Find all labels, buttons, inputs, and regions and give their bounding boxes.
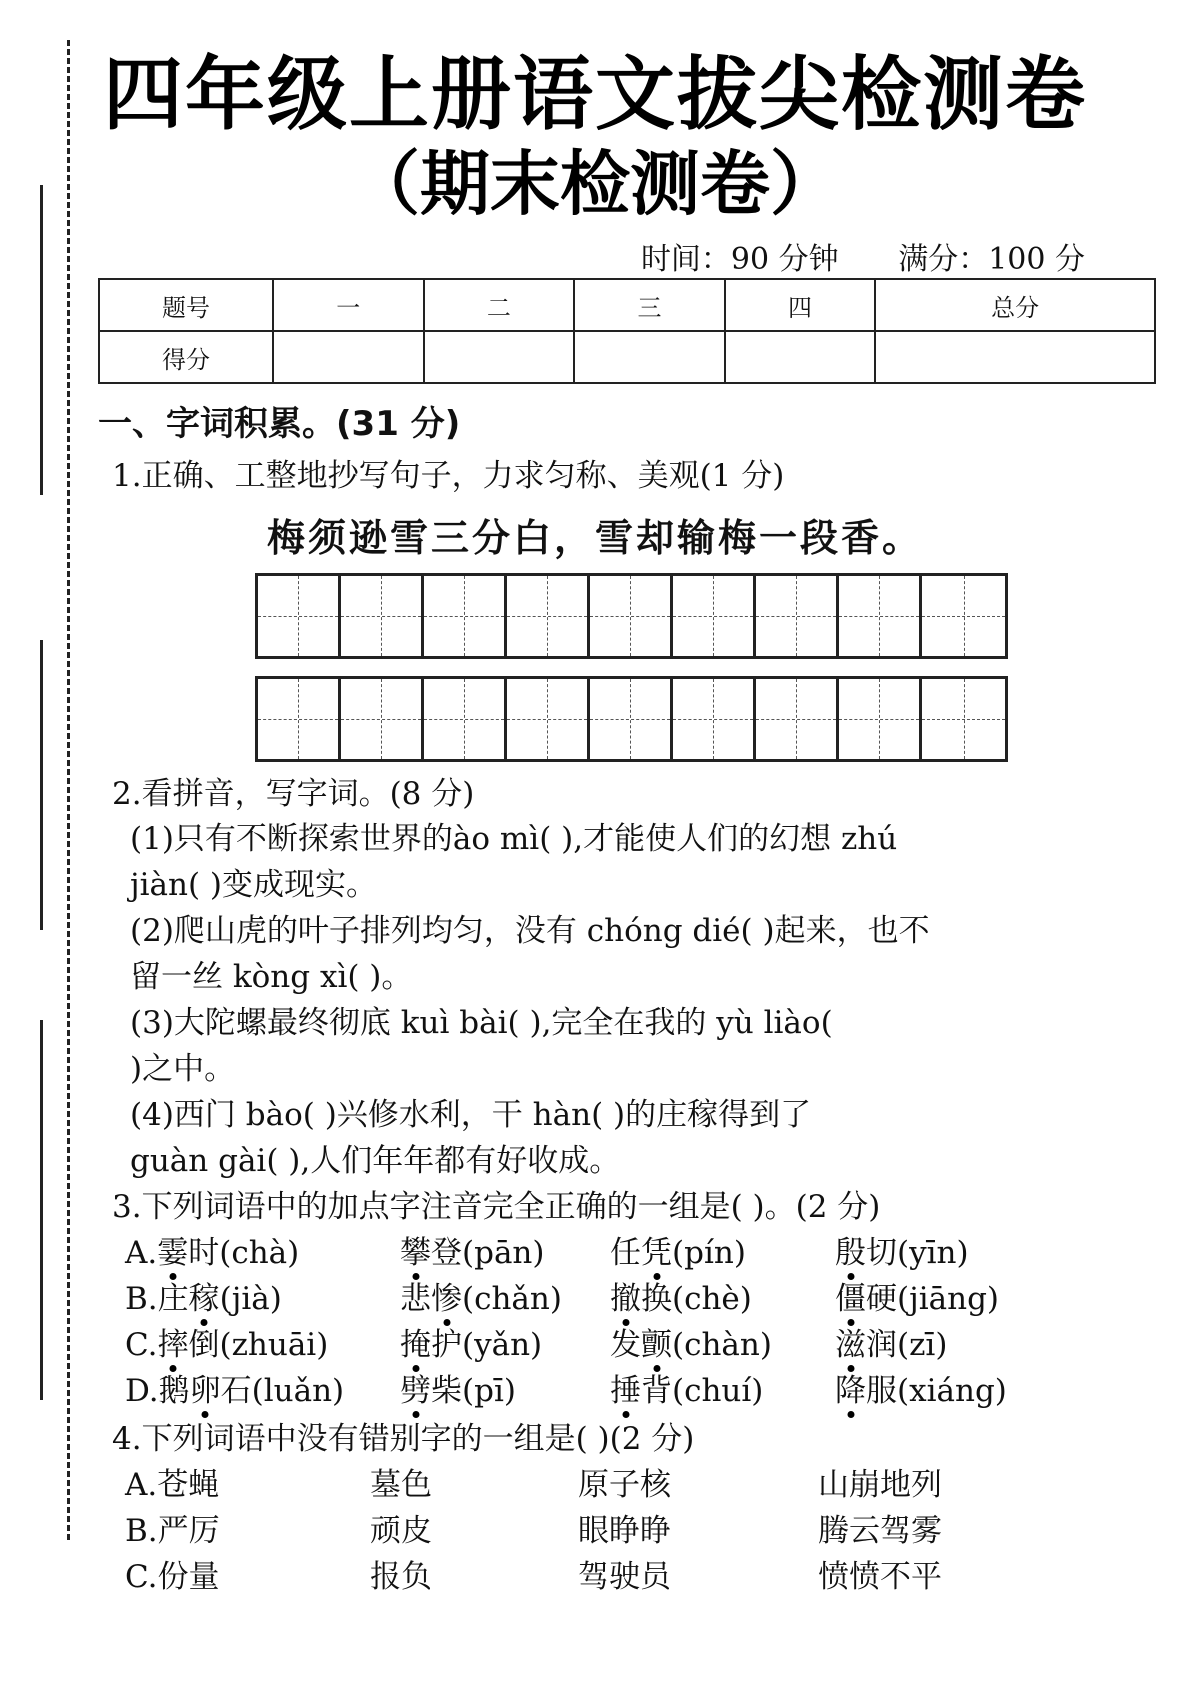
full-score-label: 满分：100 分 bbox=[898, 242, 1085, 277]
word-option: 腾云驾雾 bbox=[818, 1513, 942, 1549]
option-c-3: 发颤(chàn) bbox=[610, 1319, 772, 1364]
writing-cell[interactable] bbox=[756, 576, 839, 656]
option-d-1: D.鹅卵石(luǎn) bbox=[125, 1365, 344, 1410]
question-1-prompt: 1.正确、工整地抄写句子，力求匀称、美观(1 分) bbox=[112, 458, 785, 494]
question-2-line: (4)西门 bào( )兴修水利，干 hàn( )的庄稼得到了 bbox=[130, 1097, 812, 1133]
word-option: 顽皮 bbox=[370, 1513, 432, 1549]
option-d-3: 捶背(chuí) bbox=[610, 1365, 763, 1410]
option-a-4: 殷切(yīn) bbox=[835, 1227, 969, 1272]
writing-cell[interactable] bbox=[341, 679, 424, 759]
score-cell[interactable] bbox=[725, 331, 876, 383]
option-a-2: 攀登(pān) bbox=[400, 1227, 544, 1272]
section-heading: 一、字词积累。(31 分) bbox=[98, 404, 461, 444]
question-2-line: (1)只有不断探索世界的ào mì( ),才能使人们的幻想 zhú bbox=[130, 821, 898, 857]
writing-cell[interactable] bbox=[673, 576, 756, 656]
writing-cell[interactable] bbox=[839, 679, 922, 759]
option-c-1: C.摔倒(zhuāi) bbox=[125, 1319, 328, 1364]
time-label: 时间：90 分钟 bbox=[640, 242, 839, 277]
page-title: 四年级上册语文拔尖检测卷 bbox=[103, 48, 1087, 141]
exam-meta bbox=[591, 234, 1085, 278]
writing-cell[interactable] bbox=[507, 576, 590, 656]
score-cell[interactable] bbox=[273, 331, 424, 383]
option-c-2: 掩护(yǎn) bbox=[400, 1319, 542, 1364]
writing-cell[interactable] bbox=[341, 576, 424, 656]
score-cell[interactable] bbox=[574, 331, 725, 383]
word-option: B.严厉 bbox=[125, 1513, 220, 1549]
option-c-4: 滋润(zī) bbox=[835, 1319, 947, 1364]
option-a-1: A.霎时(chà) bbox=[125, 1227, 299, 1272]
binding-dashed-line bbox=[67, 40, 70, 1540]
score-header-cell: 一 bbox=[273, 279, 424, 331]
question-2-line: (3)大陀螺最终彻底 kuì bài( ),完全在我的 yù liào( bbox=[130, 1005, 833, 1041]
word-option: A.苍蝇 bbox=[125, 1467, 220, 1503]
score-header-cell: 三 bbox=[574, 279, 725, 331]
score-header-cell: 二 bbox=[424, 279, 575, 331]
writing-cell[interactable] bbox=[673, 679, 756, 759]
score-header-cell: 题号 bbox=[99, 279, 273, 331]
option-d-4: 降服(xiáng) bbox=[835, 1365, 1007, 1410]
writing-cell[interactable] bbox=[922, 679, 1005, 759]
score-row-label: 得分 bbox=[99, 331, 273, 383]
word-option: 愤愤不平 bbox=[818, 1559, 942, 1595]
writing-cell[interactable] bbox=[258, 576, 341, 656]
question-2-line: 留一丝 kòng xì( )。 bbox=[130, 959, 413, 995]
option-b-3: 撤换(chè) bbox=[610, 1273, 752, 1318]
question-3-prompt: 3.下列词语中的加点字注音完全正确的一组是( )。(2 分) bbox=[112, 1189, 881, 1225]
writing-cell[interactable] bbox=[424, 679, 507, 759]
writing-cell[interactable] bbox=[258, 679, 341, 759]
writing-cell[interactable] bbox=[839, 576, 922, 656]
writing-grid-row bbox=[255, 676, 1008, 762]
writing-cell[interactable] bbox=[922, 576, 1005, 656]
writing-cell[interactable] bbox=[590, 576, 673, 656]
word-option: 眼睁睁 bbox=[578, 1513, 671, 1549]
writing-cell[interactable] bbox=[507, 679, 590, 759]
binding-mark bbox=[40, 1020, 43, 1400]
writing-cell[interactable] bbox=[756, 679, 839, 759]
word-option: C.份量 bbox=[125, 1559, 220, 1595]
writing-cell[interactable] bbox=[424, 576, 507, 656]
word-option: 驾驶员 bbox=[578, 1559, 671, 1595]
word-option: 原子核 bbox=[578, 1467, 671, 1503]
writing-grid-row bbox=[255, 573, 1008, 659]
score-cell[interactable] bbox=[875, 331, 1155, 383]
score-cell[interactable] bbox=[424, 331, 575, 383]
binding-mark bbox=[40, 185, 43, 495]
question-4-prompt: 4.下列词语中没有错别字的一组是( )(2 分) bbox=[112, 1421, 695, 1457]
page-subtitle: （期末检测卷） bbox=[350, 143, 840, 225]
score-table bbox=[98, 278, 1156, 384]
word-option: 报负 bbox=[370, 1559, 432, 1595]
question-2-line: guàn gài( ),人们年年都有好收成。 bbox=[130, 1143, 621, 1179]
option-b-1: B.庄稼(jià) bbox=[125, 1273, 282, 1318]
calligraphy-sentence: 梅须逊雪三分白，雪却输梅一段香。 bbox=[266, 516, 923, 560]
word-option: 山崩地列 bbox=[818, 1467, 942, 1503]
score-table-header bbox=[99, 279, 1155, 331]
writing-cell[interactable] bbox=[590, 679, 673, 759]
score-header-cell: 四 bbox=[725, 279, 876, 331]
question-2-prompt: 2.看拼音，写字词。(8 分) bbox=[112, 776, 475, 812]
score-table-row bbox=[99, 331, 1155, 383]
binding-mark bbox=[40, 640, 43, 930]
option-a-3: 任凭(pín) bbox=[610, 1227, 746, 1272]
option-b-2: 悲惨(chǎn) bbox=[400, 1273, 562, 1318]
score-header-cell: 总分 bbox=[875, 279, 1155, 331]
option-b-4: 僵硬(jiāng) bbox=[835, 1273, 999, 1318]
question-2-line: jiàn( )变成现实。 bbox=[130, 867, 378, 903]
question-2-line: )之中。 bbox=[130, 1051, 236, 1087]
question-2-line: (2)爬山虎的叶子排列均匀，没有 chóng dié( )起来，也不 bbox=[130, 913, 930, 949]
option-d-2: 劈柴(pī) bbox=[400, 1365, 516, 1410]
word-option: 墓色 bbox=[370, 1467, 432, 1503]
